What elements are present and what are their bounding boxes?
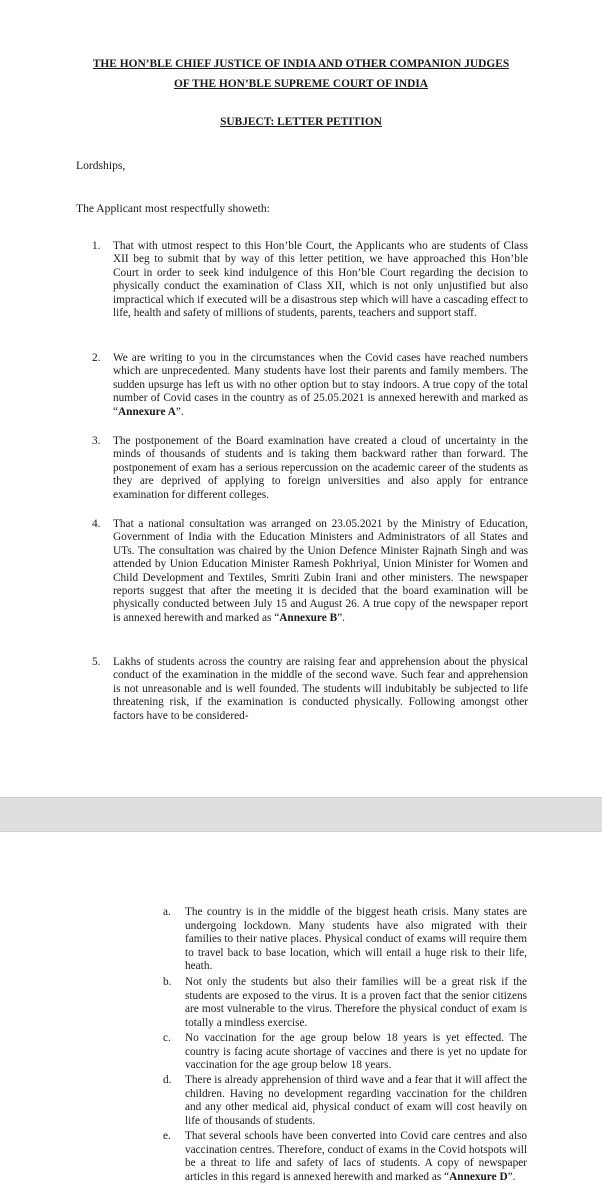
- sub-item-text: No vaccination for the age group below 18 years is yet effected. The country is facing acute shortage of vaccines and there is yet no update for vaccination for the age group below 18 years.: [185, 1032, 527, 1072]
- paragraph-text: That a national consultation was arranged on 23.05.2021 by the Ministry of Education, Government of India with the Education Ministers and Administrators of all States and UTs. The consultation was chaired by the Union Defence Minister Rajnath Singh and was attended by Union Education Minister Ramesh Pokhriyal, Union Minister for Women and Child Development and Textiles, Smriti Zubin Irani and other ministers. The newspaper reports suggest that after the meeting it is decided that the board examination will be physically conducted between July 15 and August 26. A true copy of the newspaper report is annexed herewith and marked as “Annexure B”.: [113, 518, 528, 624]
- paragraph-text: The postponement of the Board examination have created a cloud of uncertainty in the minds of thousands of students and is taking them backward rather than forward. The postponement of exam has a serious repercussion on the academic career of the students as they are deprived of applying to foreign universities and also apply for entrance examination for different colleges.: [113, 435, 528, 501]
- sub-item-d: [163, 1074, 527, 1128]
- paragraph-5: [92, 656, 528, 723]
- sub-item-text: Not only the students but also their families will be a great risk if the students are exposed to the virus. It is a proven fact that the senior citizens are most vulnerable to the virus. Therefore the physical conduct of exam is totally a mindless exercise.: [185, 976, 527, 1029]
- sub-item-letter: c.: [163, 1032, 171, 1044]
- paragraph-3: [92, 435, 528, 502]
- sub-item-letter: b.: [163, 976, 172, 988]
- intro-line: The Applicant most respectfully showeth:: [76, 202, 270, 215]
- sub-item-text: There is already apprehension of third wave and a fear that it will affect the children. Having no development regarding vaccination for the children and any other medical aid, physical conduct of exam will cost heavily on life of thousands of students.: [185, 1074, 527, 1127]
- sub-item-letter: a.: [163, 906, 171, 918]
- paragraph-number: 5.: [92, 656, 101, 668]
- addressee-line-1: THE HON’BLE CHIEF JUSTICE OF INDIA AND OTHER COMPANION JUDGES: [92, 58, 510, 70]
- salutation: Lordships,: [76, 159, 126, 172]
- paragraph-text: That with utmost respect to this Hon’ble Court, the Applicants who are students of Class XII beg to submit that by way of this letter petition, we have approached this Hon’ble Court in order to seek kind indulgence of this Hon’ble Court regarding the decision to physically conduct the examination of Class XII, which is not only unjustified but also impractical which if executed will be a disastrous step which will have a cascading effect to life, health and safety of millions of students, parents, teachers and support staff.: [113, 240, 528, 320]
- sub-item-letter: e.: [163, 1130, 171, 1142]
- addressee-line-2: OF THE HON’BLE SUPREME COURT OF INDIA: [173, 78, 429, 90]
- sub-item-text: The country is in the middle of the biggest heath crisis. Many states are undergoing lockdown. Many students have also migrated with their families to their native places. Physical conduct of exams will require them to travel back to base location, which will entail a huge risk to their life, heath.: [185, 906, 527, 973]
- paragraph-2: [92, 352, 528, 419]
- annexure-d-ref: Annexure D: [449, 1170, 508, 1183]
- sub-item-e: [163, 1130, 527, 1184]
- sub-item-c: [163, 1032, 527, 1073]
- paragraph-1: [92, 240, 528, 320]
- paragraph-number: 2.: [92, 352, 101, 364]
- sub-item-a: [163, 906, 527, 974]
- annexure-b-ref: Annexure B: [279, 611, 338, 624]
- page-separator: [0, 797, 602, 832]
- subject-heading: SUBJECT: LETTER PETITION: [220, 116, 382, 128]
- paragraph-text: Lakhs of students across the country are raising fear and apprehension about the physical conduct of the examination in the middle of the second wave. Such fear and apprehension is not unreasonable and is well founded. The students will indubitably be subjected to life threatening risk, if the examination is conducted physically. Following amongst other factors have to be considered-: [113, 656, 528, 722]
- addressee-heading: [40, 54, 562, 94]
- paragraph-number: 1.: [92, 240, 101, 252]
- paragraph-number: 4.: [92, 518, 101, 530]
- sub-item-text: That several schools have been converted into Covid care centres and also vaccination centres. Therefore, conduct of exams in the Covid hotspots will be a threat to life and safety of lacs of students. A copy of newspaper articles in this regard is annexed herewith and marked as “Annexure D”.: [185, 1130, 527, 1183]
- paragraph-4: [92, 518, 528, 625]
- paragraph-number: 3.: [92, 435, 101, 447]
- annexure-a-ref: Annexure A: [118, 405, 176, 418]
- sub-item-b: [163, 976, 527, 1030]
- sub-item-letter: d.: [163, 1074, 172, 1086]
- paragraph-text: We are writing to you in the circumstances when the Covid cases have reached numbers which are unprecedented. Many students have lost their parents and family members. The sudden upsurge has left us with no other option but to stay indoors. A true copy of the total number of Covid cases in the country as of 25.05.2021 is annexed herewith and marked as “Annexure A”.: [113, 352, 528, 418]
- document-page-2: [0, 832, 602, 1200]
